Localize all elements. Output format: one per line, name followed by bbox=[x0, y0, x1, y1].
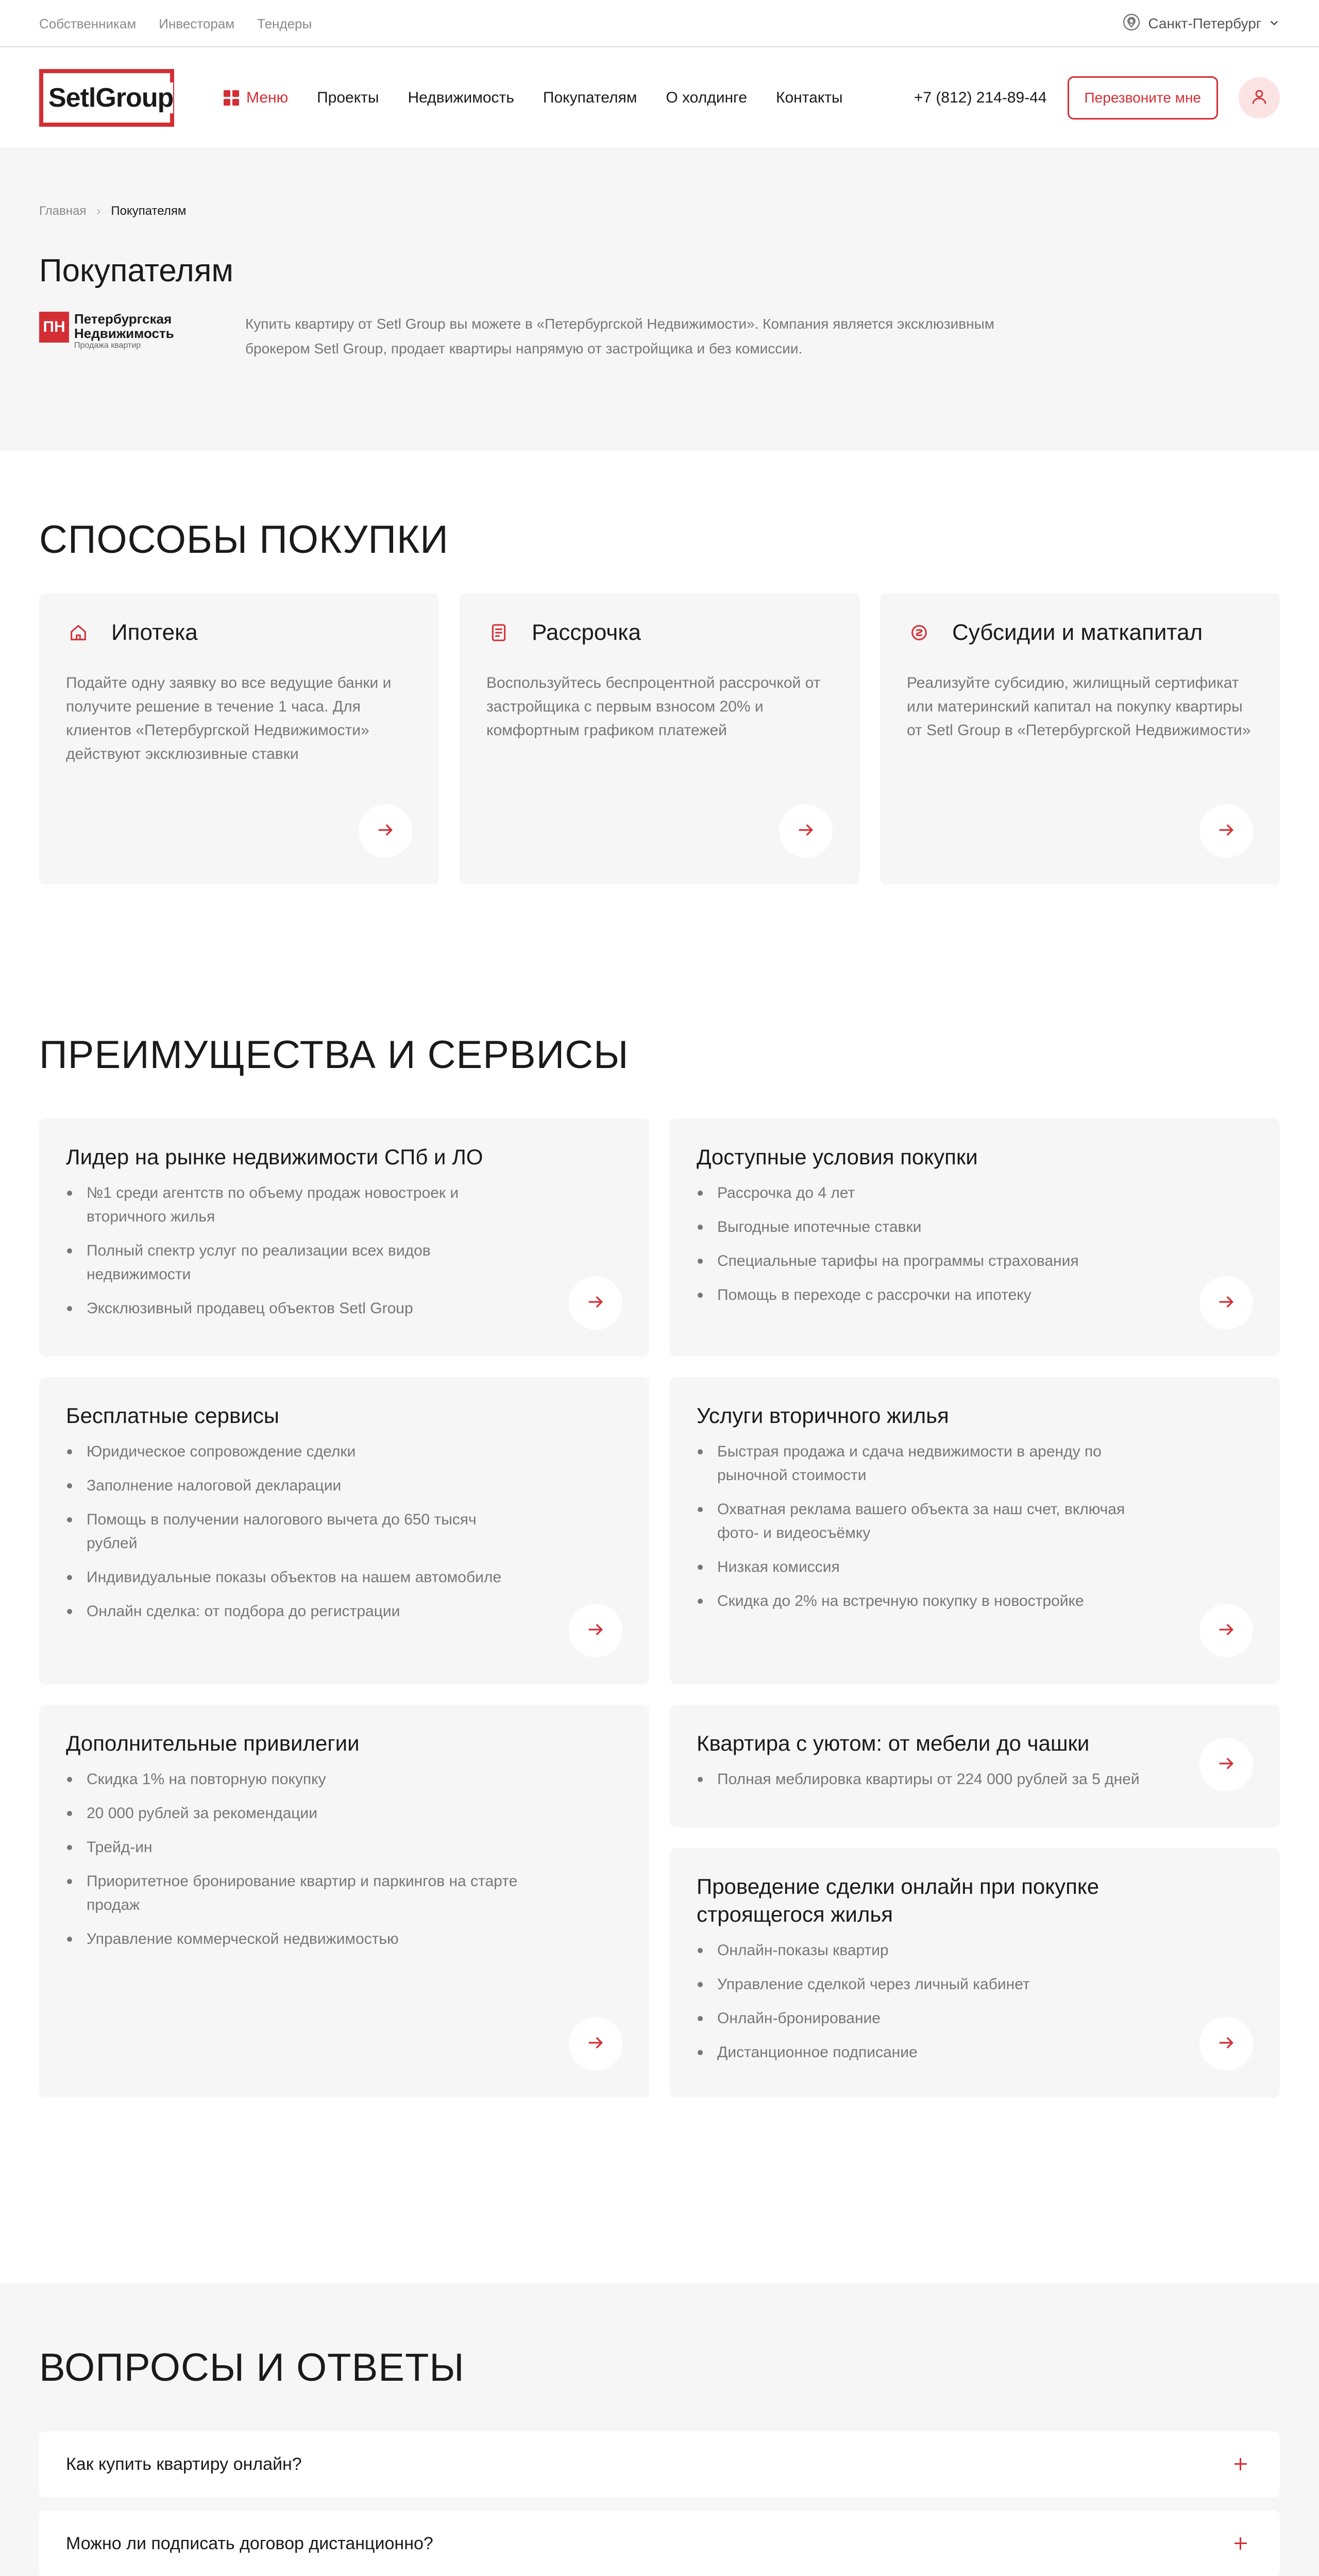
chevron-down-icon bbox=[1269, 15, 1280, 32]
user-icon bbox=[1250, 88, 1269, 109]
city-name: Санкт-Петербург bbox=[1148, 15, 1261, 31]
faq-item[interactable] bbox=[39, 2431, 1280, 2497]
purchase-methods-title: СПОСОБЫ ПОКУПКИ bbox=[39, 518, 449, 562]
way-description: Подайте одну заявку во все ведущие банки и получите решение в течение 1 часа. Для клиентов «Петербургской Недвижимости» действуют эксклюзивные ставки bbox=[66, 674, 392, 762]
top-link-owners[interactable]: Собственникам bbox=[39, 15, 137, 31]
plus-icon bbox=[1230, 2454, 1251, 2475]
adv-arrow-button[interactable] bbox=[1199, 1604, 1253, 1657]
advantages-left-column bbox=[39, 1118, 649, 2097]
breadcrumb-home[interactable]: Главная bbox=[39, 204, 87, 218]
house-icon bbox=[66, 620, 91, 645]
top-link-investors[interactable]: Инвесторам bbox=[159, 15, 235, 31]
menu-label: Меню bbox=[246, 89, 289, 106]
adv-card-furnishing[interactable] bbox=[670, 1705, 1280, 1827]
list-item: Юридическое сопровождение сделки bbox=[66, 1440, 530, 1464]
adv-card-list bbox=[697, 1768, 1253, 1791]
nav-projects[interactable]: Проекты bbox=[317, 89, 379, 106]
top-link-tenders[interactable]: Тендеры bbox=[257, 15, 312, 31]
adv-card-title: Доступные условия покупки bbox=[697, 1145, 978, 1169]
adv-card-title: Лидер на рынке недвижимости СПб и ЛО bbox=[66, 1145, 483, 1169]
adv-card-title: Проведение сделки онлайн при покупке строящегося жилья bbox=[697, 1874, 1100, 1926]
setl-group-logo[interactable] bbox=[39, 69, 174, 127]
faq-item[interactable] bbox=[39, 2511, 1280, 2576]
breadcrumb-current: Покупателям bbox=[111, 204, 187, 218]
faq-section bbox=[0, 2283, 1319, 2576]
partner-logo-mark: ПН bbox=[39, 312, 69, 343]
adv-card-list bbox=[697, 1181, 1253, 1307]
list-item: Заполнение налоговой декларации bbox=[66, 1474, 530, 1498]
list-item: Выгодные ипотечные ставки bbox=[697, 1215, 1160, 1239]
calendar-icon bbox=[486, 620, 511, 645]
list-item: Онлайн-показы квартир bbox=[697, 1939, 1160, 1962]
adv-card-secondary[interactable] bbox=[670, 1377, 1280, 1684]
list-item: Помощь в получении налогового вычета до 650 тысяч рублей bbox=[66, 1508, 530, 1555]
logo-text: SetlGroup bbox=[48, 83, 174, 113]
advantages-title: ПРЕИМУЩЕСТВА И СЕРВИСЫ bbox=[39, 1033, 629, 1077]
way-card-subsidy[interactable] bbox=[880, 593, 1280, 885]
adv-arrow-button[interactable] bbox=[1199, 2017, 1253, 2071]
adv-card-list bbox=[66, 1181, 622, 1320]
faq-question: Можно ли подписать договор дистанционно? bbox=[66, 2533, 433, 2553]
header-actions bbox=[914, 76, 1218, 120]
adv-card-list bbox=[697, 1440, 1253, 1613]
arrow-right-icon bbox=[1216, 1292, 1237, 1315]
callback-button[interactable]: Перезвоните мне bbox=[1068, 76, 1218, 120]
main-nav bbox=[317, 89, 843, 107]
list-item: Индивидуальные показы объектов на нашем автомобиле bbox=[66, 1566, 530, 1589]
list-item: Скидка до 2% на встречную покупку в новостройке bbox=[697, 1589, 1160, 1613]
way-title: Субсидии и маткапитал bbox=[952, 620, 1203, 645]
partner-block bbox=[39, 312, 1280, 361]
faq-question: Как купить квартиру онлайн? bbox=[66, 2454, 302, 2474]
list-item: Специальные тарифы на программы страхования bbox=[697, 1249, 1160, 1273]
adv-card-list bbox=[66, 1768, 622, 1951]
advantages-right-column bbox=[670, 1118, 1280, 2097]
adv-card-title: Дополнительные привилегии bbox=[66, 1731, 360, 1755]
partner-tagline: Продажа квартир bbox=[74, 341, 141, 350]
location-pin-icon bbox=[1122, 13, 1141, 35]
list-item: Онлайн сделка: от подбора до регистрации bbox=[66, 1600, 530, 1623]
adv-arrow-button[interactable] bbox=[569, 1276, 622, 1330]
list-item: Управление коммерческой недвижимостью bbox=[66, 1927, 530, 1951]
plus-icon bbox=[1230, 2533, 1251, 2554]
adv-card-free-services[interactable] bbox=[39, 1377, 649, 1684]
breadcrumb bbox=[39, 204, 1280, 218]
adv-card-online-deal[interactable] bbox=[670, 1848, 1280, 2097]
list-item: Дистанционное подписание bbox=[697, 2041, 1160, 2064]
adv-arrow-button[interactable] bbox=[569, 2017, 622, 2071]
faq-title: ВОПРОСЫ И ОТВЕТЫ bbox=[39, 2346, 465, 2389]
adv-arrow-button[interactable] bbox=[1199, 1276, 1253, 1330]
list-item: Эксклюзивный продавец объектов Setl Group bbox=[66, 1297, 530, 1320]
partner-logo[interactable] bbox=[39, 312, 189, 351]
purchase-methods-section bbox=[0, 451, 1319, 1032]
chevron-right-icon: › bbox=[96, 204, 101, 218]
top-bar bbox=[0, 0, 1319, 47]
arrow-right-icon bbox=[1216, 1619, 1237, 1642]
way-arrow-button[interactable] bbox=[1199, 804, 1253, 858]
list-item: Управление сделкой через личный кабинет bbox=[697, 1973, 1160, 1996]
coin-icon bbox=[907, 620, 932, 645]
list-item: 20 000 рублей за рекомендации bbox=[66, 1802, 530, 1825]
partner-description: Купить квартиру от Setl Group вы можете в «Петербургской Недвижимости». Компания является эксклюзивным брокером Setl Group, продает квартиры напрямую от застройщика и без комиссии. bbox=[245, 316, 995, 357]
arrow-right-icon bbox=[585, 2032, 606, 2056]
list-item: Трейд-ин bbox=[66, 1836, 530, 1859]
arrow-right-icon bbox=[1216, 820, 1237, 843]
list-item: Полная меблировка квартиры от 224 000 рублей за 5 дней bbox=[697, 1768, 1160, 1791]
page-title: Покупателям bbox=[39, 253, 234, 289]
arrow-right-icon bbox=[375, 820, 396, 843]
arrow-right-icon bbox=[796, 820, 816, 843]
adv-card-conditions[interactable] bbox=[670, 1118, 1280, 1357]
way-arrow-button[interactable] bbox=[359, 804, 412, 858]
way-title: Ипотека bbox=[111, 620, 198, 645]
advantages-grid bbox=[39, 1118, 1280, 2097]
list-item: Быстрая продажа и сдача недвижимости в аренду по рыночной стоимости bbox=[697, 1440, 1160, 1487]
adv-card-leader[interactable] bbox=[39, 1118, 649, 1357]
hero-section bbox=[0, 148, 1319, 451]
list-item: Полный спектр услуг по реализации всех видов недвижимости bbox=[66, 1239, 530, 1286]
adv-card-title: Бесплатные сервисы bbox=[66, 1403, 279, 1428]
adv-card-list bbox=[66, 1440, 622, 1623]
city-selector[interactable] bbox=[1122, 13, 1280, 35]
adv-card-list bbox=[697, 1939, 1253, 2064]
adv-card-title: Квартира с уютом: от мебели до чашки bbox=[697, 1731, 1090, 1755]
arrow-right-icon bbox=[585, 1292, 606, 1315]
partner-name-2: Недвижимость bbox=[74, 326, 174, 341]
adv-card-title: Услуги вторичного жилья bbox=[697, 1403, 949, 1428]
partner-logo-text bbox=[74, 312, 174, 351]
list-item: Охватная реклама вашего объекта за наш счет, включая фото- и видеосъёмку bbox=[697, 1498, 1160, 1545]
nav-contacts[interactable]: Контакты bbox=[776, 89, 843, 106]
way-description: Реализуйте субсидию, жилищный сертификат или материнский капитал на покупку квартиры от Setl Group в «Петербургской Недвижимости» bbox=[907, 674, 1251, 739]
list-item: Приоритетное бронирование квартир и паркингов на старте продаж bbox=[66, 1870, 530, 1917]
nav-realty[interactable]: Недвижимость bbox=[408, 89, 514, 106]
purchase-methods-grid bbox=[39, 593, 1280, 885]
user-account-button[interactable] bbox=[1239, 77, 1280, 118]
menu-button[interactable] bbox=[224, 89, 288, 107]
list-item: Помощь в переходе с рассрочки на ипотеку bbox=[697, 1283, 1160, 1307]
list-item: №1 среди агентств по объему продаж новостроек и вторичного жилья bbox=[66, 1181, 530, 1229]
list-item: Низкая комиссия bbox=[697, 1555, 1160, 1579]
phone-link[interactable]: +7 (812) 214-89-44 bbox=[914, 89, 1047, 106]
list-item: Скидка 1% на повторную покупку bbox=[66, 1768, 530, 1791]
way-card-mortgage[interactable] bbox=[39, 593, 439, 885]
nav-about[interactable]: О холдинге bbox=[666, 89, 748, 106]
adv-card-privileges[interactable] bbox=[39, 1705, 649, 2097]
adv-arrow-button[interactable] bbox=[569, 1604, 622, 1657]
list-item: Онлайн-бронирование bbox=[697, 2007, 1160, 2030]
grid-icon bbox=[224, 90, 239, 106]
faq-list bbox=[39, 2431, 1280, 2576]
advantages-section bbox=[0, 1032, 1319, 2283]
way-arrow-button[interactable] bbox=[779, 804, 833, 858]
way-description: Воспользуйтесь беспроцентной рассрочкой от застройщика с первым взносом 20% и комфортным графиком платежей bbox=[486, 674, 821, 739]
main-header bbox=[0, 47, 1319, 148]
adv-arrow-button[interactable] bbox=[1199, 1738, 1253, 1791]
list-item: Рассрочка до 4 лет bbox=[697, 1181, 1160, 1205]
partner-name-1: Петербургская bbox=[74, 311, 172, 327]
arrow-right-icon bbox=[1216, 2032, 1237, 2056]
way-card-installment[interactable] bbox=[460, 593, 859, 885]
arrow-right-icon bbox=[1216, 1753, 1237, 1776]
nav-buyers[interactable]: Покупателям bbox=[543, 89, 637, 106]
top-links bbox=[39, 16, 312, 32]
arrow-right-icon bbox=[585, 1619, 606, 1642]
way-title: Рассрочка bbox=[532, 620, 641, 645]
